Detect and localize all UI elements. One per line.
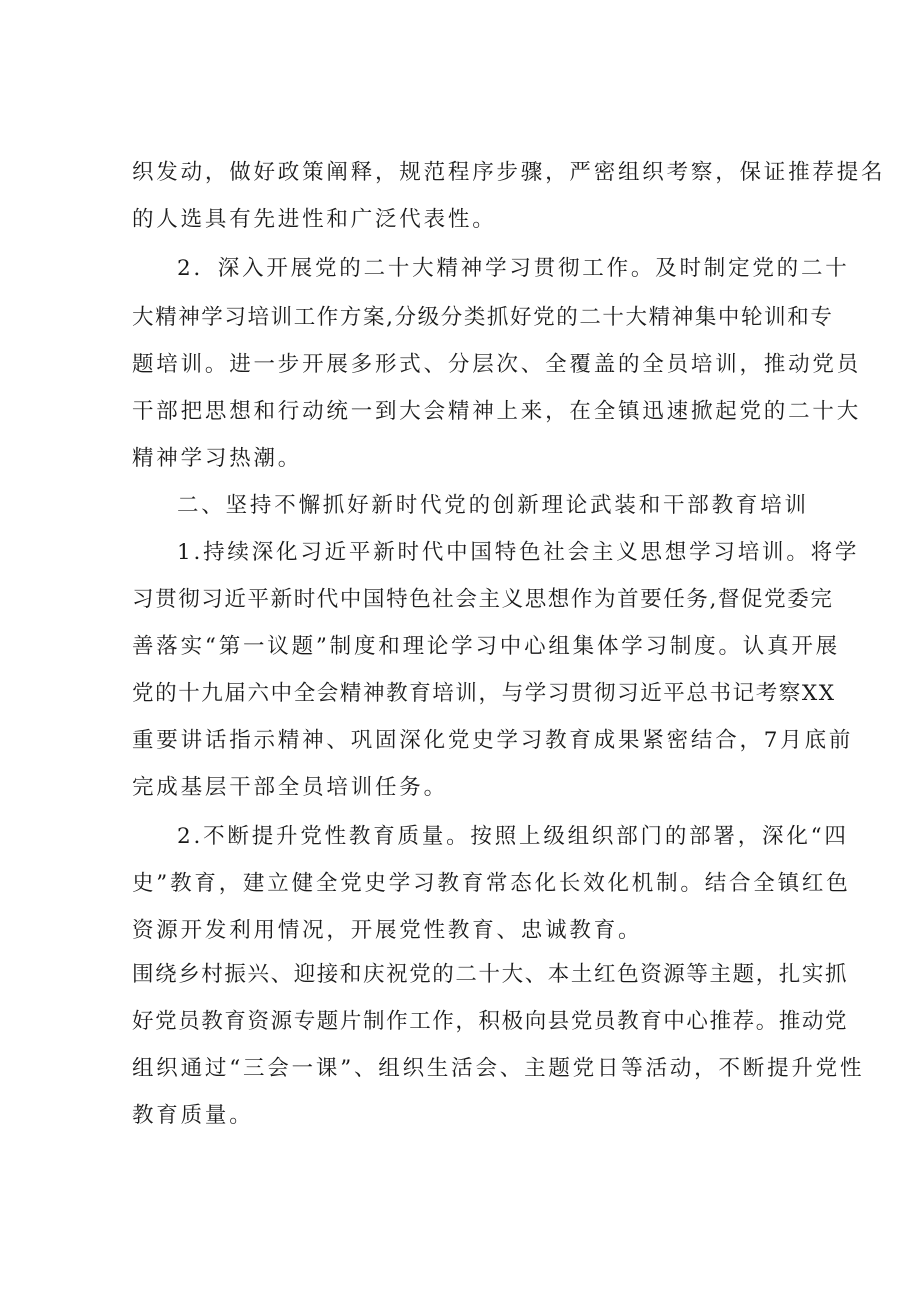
text-line-10: 习贯彻习近平新时代中国特色社会主义思想作为首要任务,督促党委完 xyxy=(132,587,834,612)
text-line-9: 1.持续深化习近平新时代中国特色社会主义思想学习培训。将学 xyxy=(177,540,860,565)
text-line-14: 完成基层干部全员培训任务。 xyxy=(132,775,448,800)
text-line-13: 重要讲话指示精神、巩固深化党史学习教育成果紧密结合，7月底前 xyxy=(132,728,854,753)
text-line-18: 围绕乡村振兴、迎接和庆祝党的二十大、本土红色资源等主题，扎实抓 xyxy=(132,962,849,987)
text-line-17: 资源开发利用情况，开展党性教育、忠诚教育。 xyxy=(132,918,643,943)
text-line-16: 史”教育，建立健全党史学习教育常态化长效化机制。结合全镇红色 xyxy=(132,871,851,896)
text-line-2: 的人选具有先进性和广泛代表性。 xyxy=(132,207,497,232)
text-line-20: 组织通过“三会一课”、组织生活会、主题党日等活动，不断提升党性 xyxy=(132,1056,865,1081)
text-line-6: 干部把思想和行动统一到大会精神上来，在全镇迅速掀起党的二十大 xyxy=(132,399,862,424)
text-line-19: 好党员教育资源专题片制作工作，积极向县党员教育中心推荐。推动党 xyxy=(132,1009,849,1034)
text-line-7: 精神学习热潮。 xyxy=(132,446,303,471)
text-line-5: 题培训。进一步开展多形式、分层次、全覆盖的全员培训，推动党员 xyxy=(132,352,862,377)
text-line-1: 织发动，做好政策阐释，规范程序步骤，严密组织考察，保证推荐提名 xyxy=(132,160,886,185)
text-line-3: 2．深入开展党的二十大精神学习贯彻工作。及时制定党的二十 xyxy=(177,256,850,281)
text-line-12: 党的十九届六中全会精神教育培训，与学习贯彻习近平总书记考察XX xyxy=(132,681,836,706)
text-line-15: 2.不断提升党性教育质量。按照上级组织部门的部署，深化“四 xyxy=(177,824,849,849)
text-line-11: 善落实“第一议题”制度和理论学习中心组集体学习制度。认真开展 xyxy=(132,634,840,659)
section-heading-2: 二、坚持不懈抓好新时代党的创新理论武装和干部教育培训 xyxy=(177,493,809,518)
text-line-4: 大精神学习培训工作方案,分级分类抓好党的二十大精神集中轮训和专 xyxy=(132,305,834,330)
text-line-21: 教育质量。 xyxy=(132,1103,254,1128)
